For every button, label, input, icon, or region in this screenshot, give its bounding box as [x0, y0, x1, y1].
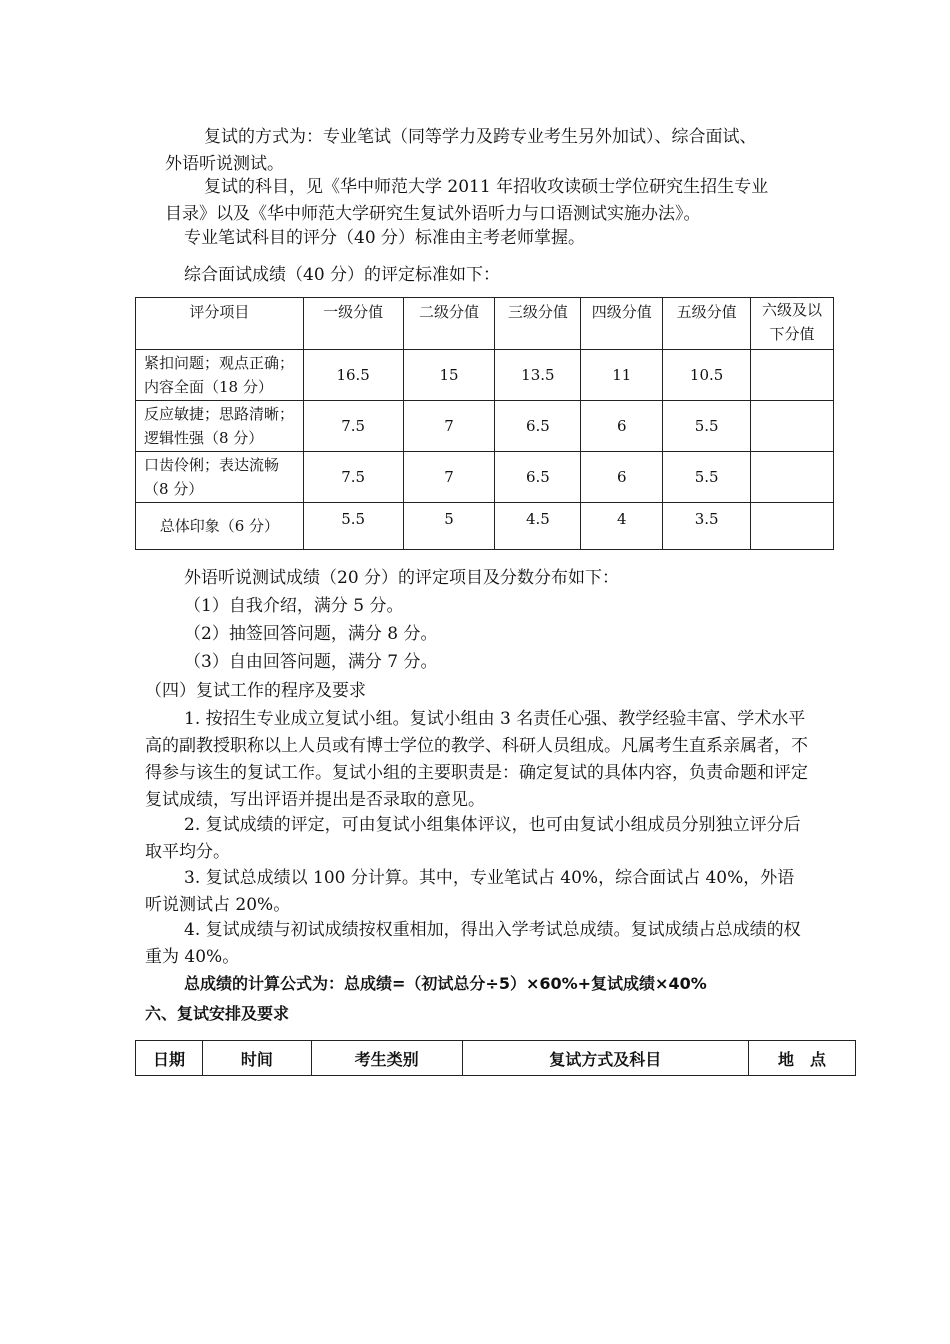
- score-cell: 15: [403, 350, 495, 401]
- row-item: 反应敏捷；思路清晰；逻辑性强（8 分）: [136, 401, 304, 452]
- score-cell: 5.5: [663, 452, 751, 503]
- score-cell: 6: [581, 401, 663, 452]
- score-cell: [751, 452, 834, 503]
- header-cell: 二级分值: [403, 298, 495, 350]
- written-scoring: 专业笔试科目的评分（40 分）标准由主考老师掌握。: [184, 228, 586, 248]
- header-cell: 四级分值: [581, 298, 663, 350]
- header-cell: 复试方式及科目: [462, 1041, 749, 1076]
- subjects-line-1: 复试的科目，见《华中师范大学 2011 年招收攻读硕士学位研究生招生专业: [204, 177, 769, 197]
- score-cell: 4.5: [495, 503, 581, 550]
- oral-test-title: 外语听说测试成绩（20 分）的评定项目及分数分布如下：: [184, 568, 620, 588]
- subjects-line-2: 目录》以及《华中师范大学研究生复试外语听力与口语测试实施办法》。: [165, 204, 701, 224]
- table-row: [136, 452, 834, 503]
- score-cell: 10.5: [663, 350, 751, 401]
- score-cell: 11: [581, 350, 663, 401]
- header-cell: 考生类别: [311, 1041, 462, 1076]
- header-cell: 五级分值: [663, 298, 751, 350]
- procedure-paragraph-4: 4. 复试成绩与初试成绩按权重相加，得出入学考试总成绩。复试成绩占总成绩的权重为 40%。: [145, 920, 801, 967]
- score-cell: 5.5: [663, 401, 751, 452]
- table-row: [136, 401, 834, 452]
- header-cell: 评分项目: [136, 298, 304, 350]
- row-item: 口齿伶俐；表达流畅（8 分）: [136, 452, 304, 503]
- row-item: 总体印象（6 分）: [136, 503, 304, 550]
- score-cell: 13.5: [495, 350, 581, 401]
- row-item: 紧扣问题；观点正确；内容全面（18 分）: [136, 350, 304, 401]
- header-cell: 时间: [202, 1041, 311, 1076]
- interview-scoring-table: [135, 297, 834, 550]
- procedure-paragraph-2: 2. 复试成绩的评定，可由复试小组集体评议，也可由复试小组成员分别独立评分后取平均分。: [145, 815, 801, 862]
- score-cell: 6.5: [495, 452, 581, 503]
- schedule-table: [135, 1040, 856, 1076]
- table-row: [136, 503, 834, 550]
- header-cell: 日期: [136, 1041, 203, 1076]
- interview-scoring-title: 综合面试成绩（40 分）的评定标准如下：: [184, 265, 501, 285]
- score-cell: 7.5: [303, 452, 403, 503]
- method-line-2: 外语听说测试。: [165, 154, 284, 174]
- oral-item: （1）自我介绍，满分 5 分。: [184, 596, 404, 616]
- header-cell: 地 点: [749, 1041, 856, 1076]
- score-cell: 6.5: [495, 401, 581, 452]
- score-cell: 7: [403, 401, 495, 452]
- table-row: [136, 350, 834, 401]
- header-cell: 一级分值: [303, 298, 403, 350]
- header-cell: 三级分值: [495, 298, 581, 350]
- table-header-row: [136, 298, 834, 350]
- section-6-heading: 六、复试安排及要求: [145, 1004, 290, 1023]
- score-cell: [751, 350, 834, 401]
- score-cell: 3.5: [663, 503, 751, 550]
- score-cell: 6: [581, 452, 663, 503]
- oral-item: （3）自由回答问题，满分 7 分。: [184, 652, 438, 672]
- score-cell: 16.5: [303, 350, 403, 401]
- header-cell: 六级及以下分值: [751, 298, 834, 350]
- score-cell: 7: [403, 452, 495, 503]
- procedure-paragraph-3: 3. 复试总成绩以 100 分计算。其中，专业笔试占 40%，综合面试占 40%，外语听说测试占 20%。: [145, 868, 795, 915]
- procedure-heading: （四）复试工作的程序及要求: [145, 681, 366, 701]
- score-formula: 总成绩的计算公式为：总成绩=（初试总分÷5）×60%+复试成绩×40%: [184, 974, 707, 993]
- oral-item: （2）抽签回答问题，满分 8 分。: [184, 624, 438, 644]
- score-cell: 5: [403, 503, 495, 550]
- schedule-header-row: [136, 1041, 856, 1076]
- score-cell: [751, 401, 834, 452]
- score-cell: 4: [581, 503, 663, 550]
- procedure-paragraph-1: 1. 按招生专业成立复试小组。复试小组由 3 名责任心强、教学经验丰富、学术水平高的副教授职称以上人员或有博士学位的教学、科研人员组成。凡属考生直系亲属者，不得参与该生的复试工作。复试小组的主要职责是：确定复试的具体内容，负责命题和评定复试成绩，写出评语并提出是否录取的意见。: [145, 709, 808, 810]
- method-line-1: 复试的方式为：专业笔试（同等学力及跨专业考生另外加试）、综合面试、: [204, 127, 757, 147]
- score-cell: [751, 503, 834, 550]
- score-cell: 7.5: [303, 401, 403, 452]
- score-cell: 5.5: [303, 503, 403, 550]
